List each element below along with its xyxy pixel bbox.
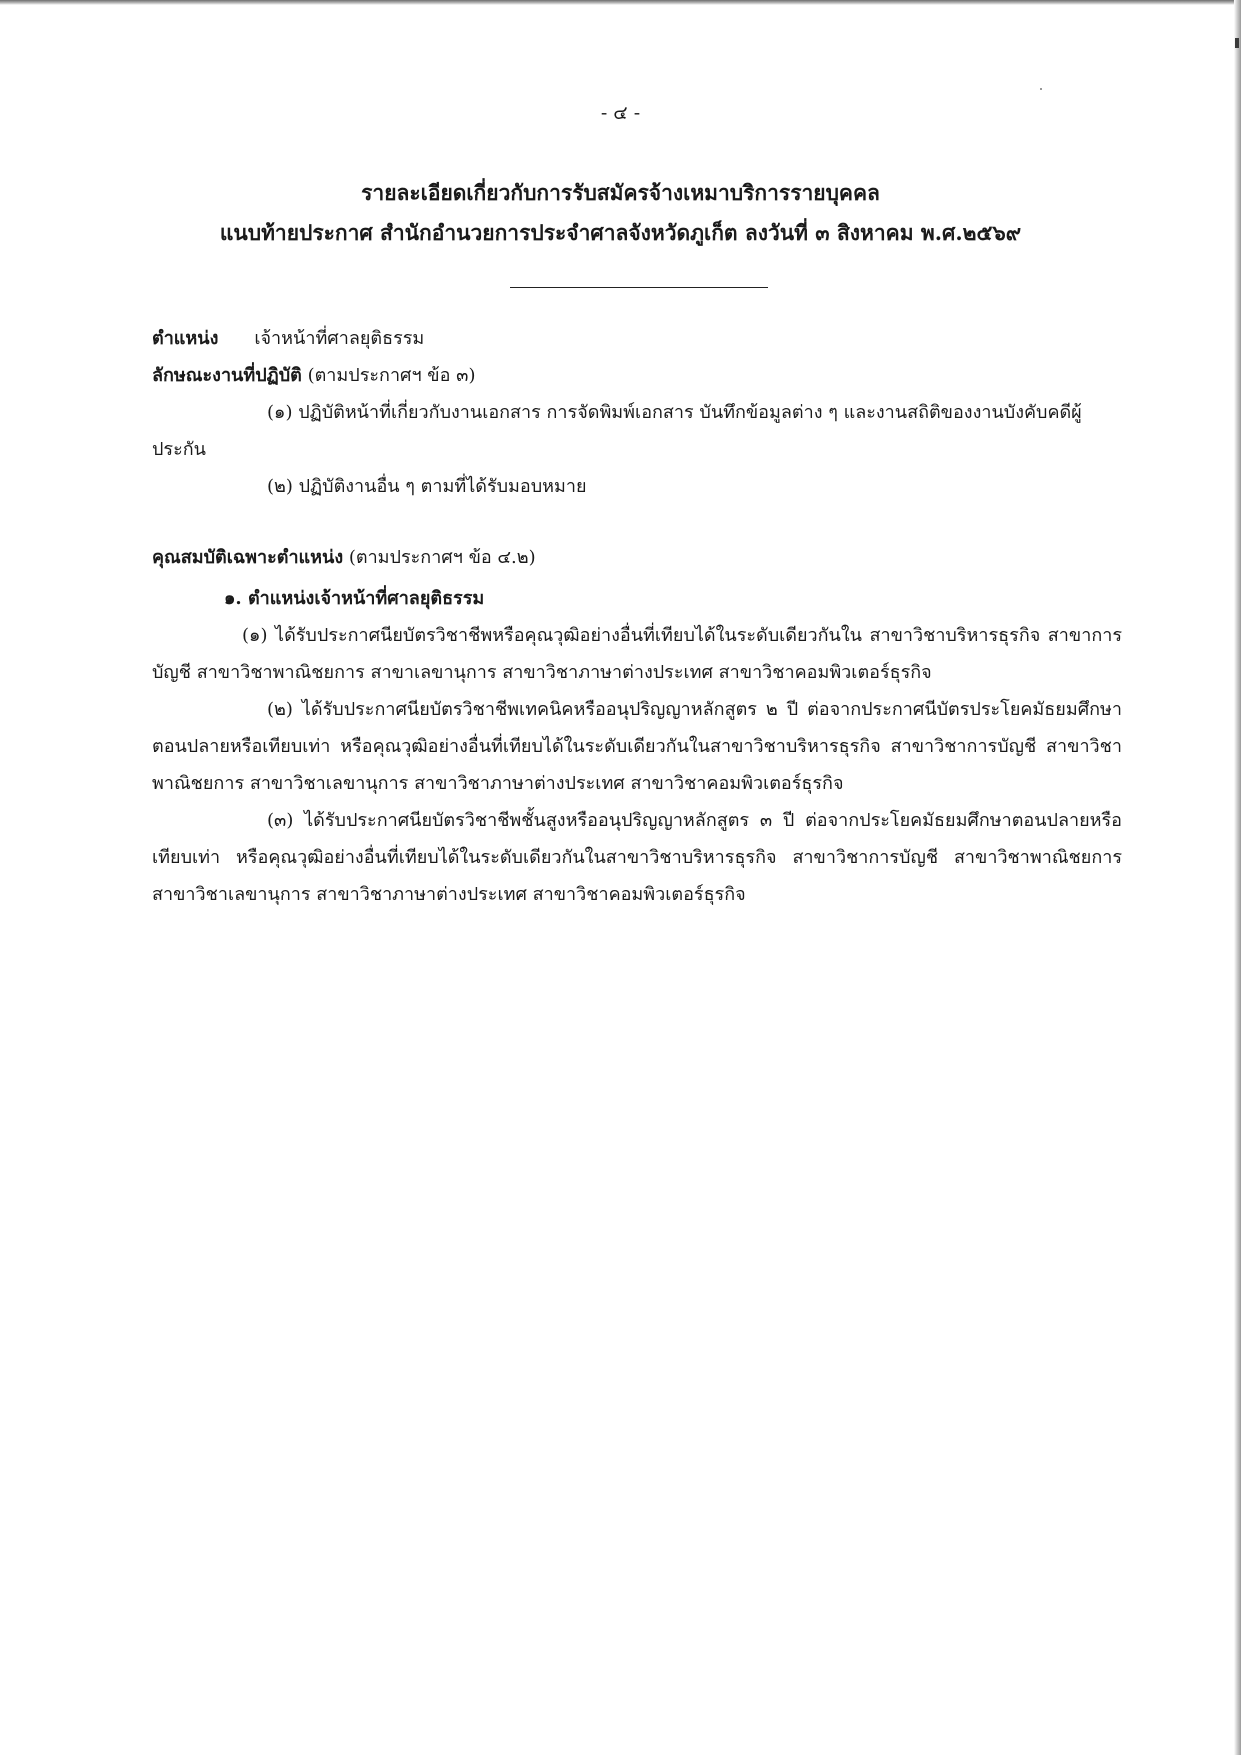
- qualification-item-3: (๓) ได้รับประกาศนียบัตรวิชาชีพชั้นสูงหรืออนุปริญญาหลักสูตร ๓ ปี ต่อจากประโยคมัธยมศึกษาตอนปลายหรือเทียบเท่า หรือคุณวุฒิอย่างอื่นที่เทียบได้ในระดับเดียวกันในสาขาวิชาบริหารธุรกิจ สาขาวิชาการบัญชี สาขาวิชาพาณิชยการ สาขาวิชาเลขานุการ สาขาวิชาภาษาต่างประเทศ สาขาวิชาคอมพิวเตอร์ธุรกิจ: [152, 810, 1122, 905]
- duties-label: ลักษณะงานที่ปฏิบัติ: [152, 365, 302, 386]
- scan-speck: [1040, 88, 1042, 90]
- document-title-line-1: รายละเอียดเกี่ยวกับการรับสมัครจ้างเหมาบริการรายบุคคล: [361, 180, 880, 205]
- scan-right-edge: [1234, 0, 1241, 1755]
- duties-heading: [152, 357, 1122, 394]
- scan-edge-mark: [1235, 38, 1239, 48]
- position-line: [152, 320, 1122, 357]
- qualifications-reference: (ตามประกาศฯ ข้อ ๔.๒): [348, 547, 536, 568]
- position-label: ตำแหน่ง: [152, 328, 219, 349]
- qualification-subheading: ๑. ตำแหน่งเจ้าหน้าที่ศาลยุติธรรม: [224, 588, 485, 609]
- qualifications-label: คุณสมบัติเฉพาะตำแหน่ง: [152, 547, 344, 568]
- qualification-item-1: (๑) ได้รับประกาศนียบัตรวิชาชีพหรือคุณวุฒิอย่างอื่นที่เทียบได้ในระดับเดียวกันใน สาขาวิชาบริหารธุรกิจ สาขาการบัญชี สาขาวิชาพาณิชยการ สาขาเลขานุการ สาขาวิชาภาษาต่างประเทศ สาขาวิชาคอมพิวเตอร์ธุรกิจ: [152, 625, 1122, 683]
- qualifications-heading: [152, 539, 1122, 576]
- duty-item-1: (๑) ปฏิบัติหน้าที่เกี่ยวกับงานเอกสาร การจัดพิมพ์เอกสาร บันทึกข้อมูลต่าง ๆ และงานสถิติของงานบังคับคดีผู้ประกัน: [152, 402, 1082, 460]
- page-number: - ๔ -: [600, 102, 641, 124]
- title-divider: [510, 287, 768, 288]
- duties-reference: (ตามประกาศฯ ข้อ ๓): [307, 365, 476, 386]
- document-title-line-2: แนบท้ายประกาศ สำนักอำนวยการประจำศาลจังหวัดภูเก็ต ลงวันที่ ๓ สิงหาคม พ.ศ.๒๕๖๙: [219, 220, 1022, 245]
- document-body: [152, 320, 1122, 913]
- qualification-item-2: (๒) ได้รับประกาศนียบัตรวิชาชีพเทคนิคหรืออนุปริญญาหลักสูตร ๒ ปี ต่อจากประกาศนีบัตรประโยคมัธยมศึกษาตอนปลายหรือเทียบเท่า หรือคุณวุฒิอย่างอื่นที่เทียบได้ในระดับเดียวกันในสาขาวิชาบริหารธุรกิจ สาขาวิชาการบัญชี สาขาวิชาพาณิชยการ สาขาวิชาเลขานุการ สาขาวิชาภาษาต่างประเทศ สาขาวิชาคอมพิวเตอร์ธุรกิจ: [152, 699, 1122, 794]
- position-value: เจ้าหน้าที่ศาลยุติธรรม: [254, 328, 425, 349]
- scan-top-edge: [0, 0, 1241, 5]
- duty-item-2: (๒) ปฏิบัติงานอื่น ๆ ตามที่ได้รับมอบหมาย: [267, 476, 587, 497]
